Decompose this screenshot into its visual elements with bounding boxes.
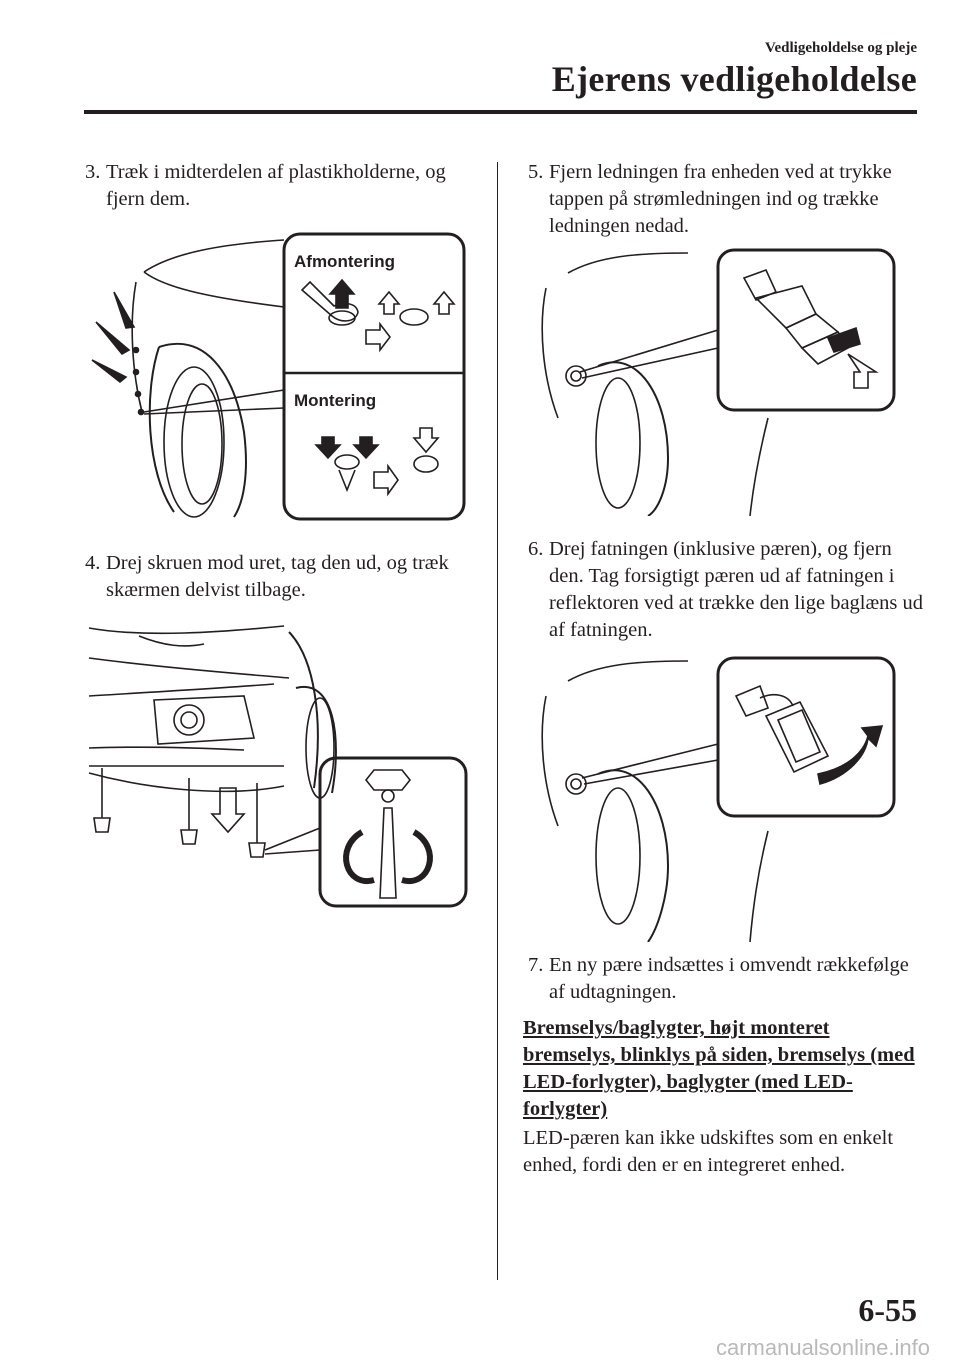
page-number: 6-55 <box>858 1292 917 1328</box>
body-paragraph: LED-pæren kan ikke udskiftes som en enkelt enhed, fordi den er en integreret enhed. <box>523 1127 894 1176</box>
step-text: En ny pære indsættes i omvendt rækkefølge af udtagningen. <box>549 954 909 1003</box>
section-subheading: Bremselys/baglygter, højt monteret bremselys, blinklys på siden, bremselys (med LED-forlygter), baglygter (med LED-forlygter) <box>523 1017 915 1120</box>
step-number: 3. <box>85 161 101 183</box>
figure-socket-twist <box>538 656 898 942</box>
step-number: 5. <box>528 161 544 183</box>
figure-screw-removal <box>84 618 470 908</box>
step-5 <box>528 159 923 240</box>
step-4 <box>85 550 485 604</box>
page-title: Ejerens vedligeholdelse <box>551 59 917 99</box>
step-number: 6. <box>528 538 544 560</box>
header-rule <box>84 110 917 114</box>
step-text: Drej skruen mod uret, tag den ud, og træk skærmen delvist tilbage. <box>106 552 449 601</box>
label-montering: Montering <box>294 391 377 410</box>
step-text: Drej fatningen (inklusive pæren), og fjern den. Tag forsigtigt pæren ud af fatningen i reflektoren ved at trække den lige baglæns ud af fatningen. <box>549 538 924 641</box>
step-6 <box>528 536 923 644</box>
watermark: carmanualsonline.info <box>715 1335 930 1360</box>
step-3 <box>85 159 485 213</box>
step-number: 7. <box>528 954 544 976</box>
label-afmontering: Afmontering <box>294 252 396 271</box>
step-text: Træk i midterdelen af plastikholderne, og fjern dem. <box>106 161 446 210</box>
header-section: Vedligeholdelse og pleje <box>765 40 917 56</box>
step-7 <box>528 952 923 1006</box>
step-text: Fjern ledningen fra enheden ved at trykke tappen på strømledningen ind og trække ledningen nedad. <box>549 161 892 237</box>
figure-wire-disconnect <box>538 248 898 516</box>
figure-clip-removal <box>84 232 466 522</box>
step-number: 4. <box>85 552 101 574</box>
column-divider <box>497 162 498 1280</box>
